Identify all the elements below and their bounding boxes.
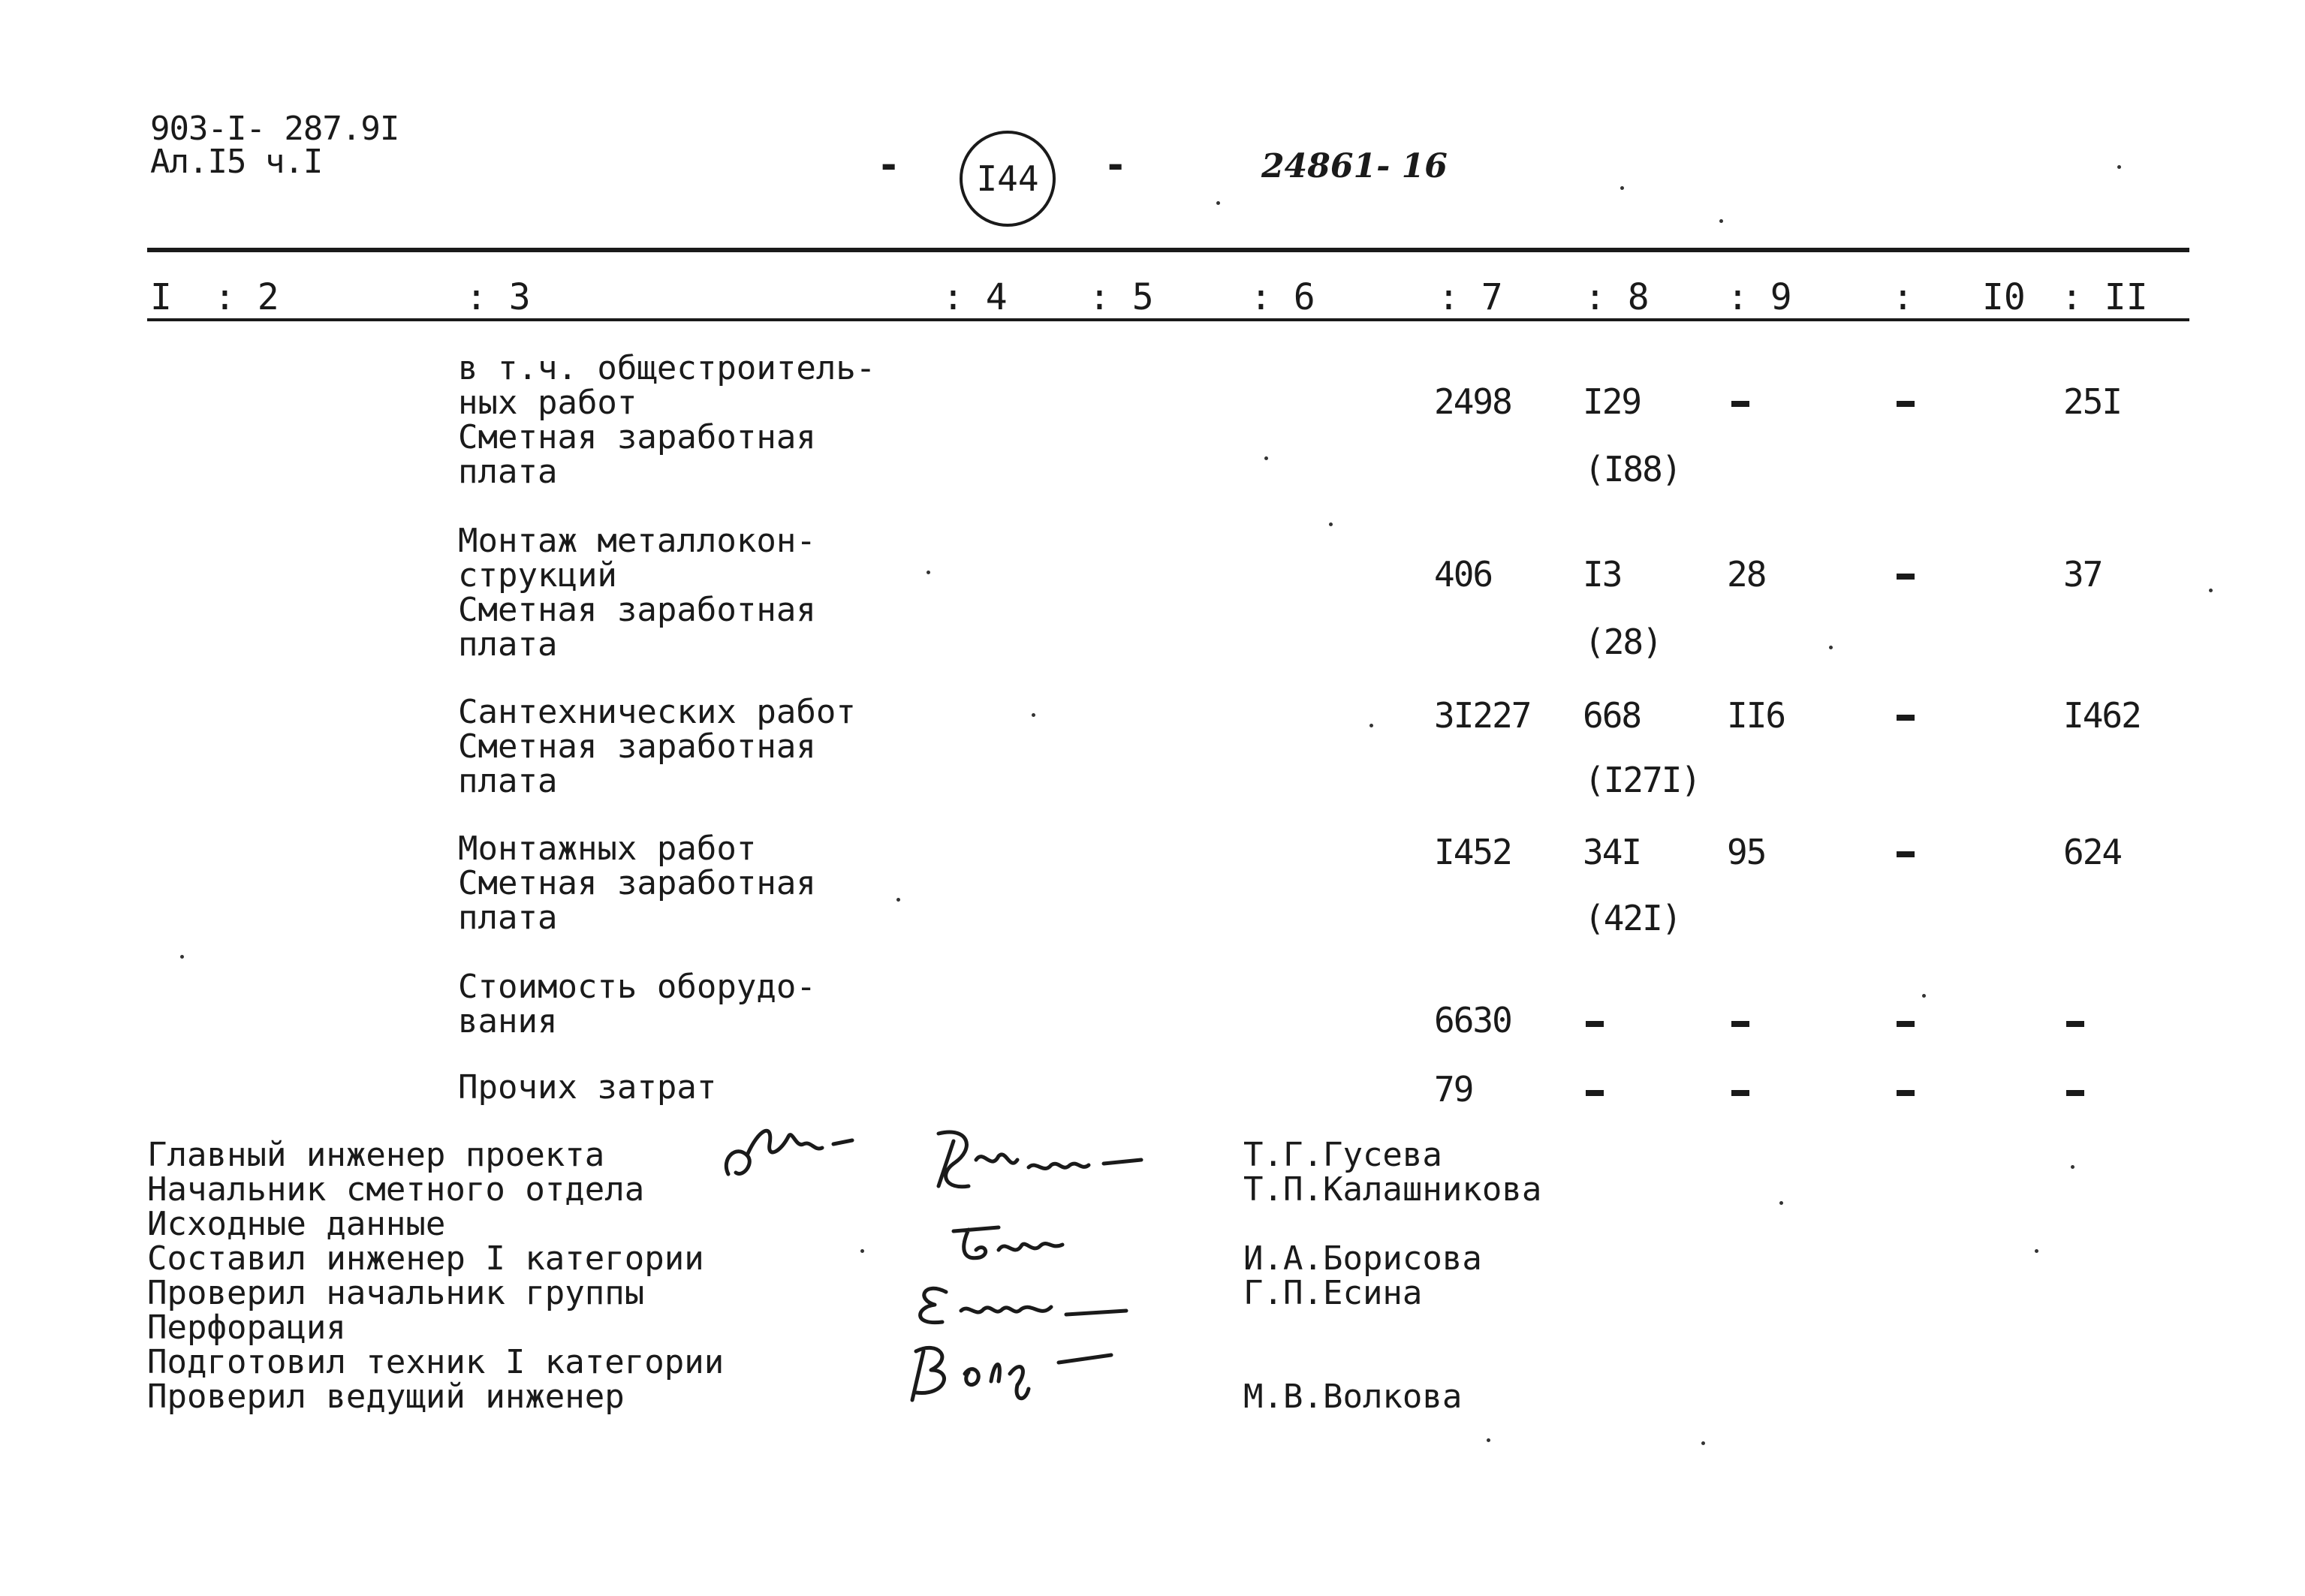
scan-speck (1719, 219, 1723, 223)
row-description: Монтажных работ Сметная заработная плата (458, 830, 816, 937)
col-4-number: : 4 (942, 276, 1008, 318)
signoff-name-compiled: И.А.Борисова (1243, 1239, 1482, 1278)
scan-speck (2035, 1249, 2038, 1253)
dash-col-11 (2066, 1021, 2084, 1027)
signoff-name-chief: Т.Г.Гусева (1243, 1136, 1442, 1174)
scan-speck (1922, 994, 1926, 998)
role-checked-lead: Проверил ведущий инженер (147, 1378, 625, 1416)
scan-speck (1369, 724, 1373, 727)
row-description: Монтаж металлокон- струкций Сметная заработная плата (458, 522, 816, 664)
col-11-number: : II (2061, 276, 2148, 318)
signoff-name-checked-group: Г.П.Есина (1243, 1274, 1423, 1312)
dash-col-8 (1586, 1090, 1604, 1096)
col-5-number: : 5 (1089, 276, 1154, 318)
signature-checked-group (901, 1273, 1149, 1333)
scan-speck (1216, 201, 1220, 205)
col-2-number: : 2 (214, 276, 279, 318)
col-1-number: I (150, 276, 172, 318)
scan-speck (1829, 646, 1833, 649)
signature-compiled-by (939, 1216, 1089, 1276)
cell-col-7: 79 (1434, 1069, 1473, 1110)
scan-speck (1701, 1441, 1705, 1445)
scan-speck (1032, 713, 1035, 717)
cell-col-7: 406 (1434, 554, 1493, 595)
scan-speck (1264, 456, 1268, 460)
scan-speck (2209, 589, 2213, 592)
dash-col-10 (1897, 401, 1915, 407)
cell-col-7: I452 (1434, 832, 1511, 872)
role-source-data: Исходные данные (147, 1205, 446, 1243)
cell-col-8-wage: (42I) (1584, 898, 1681, 938)
cell-col-9: 28 (1727, 554, 1766, 595)
col-10-separator: : (1892, 276, 1914, 318)
role-head-estimates: Начальник сметного отдела (147, 1170, 645, 1209)
cell-col-9: II6 (1727, 695, 1785, 736)
cell-col-8: I3 (1583, 554, 1622, 595)
handwritten-archive-number: 24861- 16 (1261, 147, 1448, 185)
scan-speck (860, 1249, 864, 1253)
scan-speck (896, 898, 900, 902)
row-description: Стоимость оборудо- вания (458, 968, 816, 1040)
scan-speck (1487, 1438, 1490, 1442)
col-3-number: : 3 (466, 276, 531, 318)
header-underline (147, 318, 2189, 321)
row-description: Сантехнических работ Сметная заработная плата (458, 693, 856, 800)
page-number-circle (960, 131, 1056, 227)
cell-col-11: 37 (2063, 554, 2102, 595)
role-perforation: Перфорация (147, 1308, 346, 1347)
signature-prepared-by (893, 1329, 1141, 1411)
role-compiled-by: Составил инженер I категории (147, 1239, 704, 1278)
cell-col-8: 34I (1583, 832, 1641, 872)
signoff-name-checked-lead: М.В.Волкова (1243, 1378, 1463, 1416)
scan-speck (180, 955, 184, 959)
album-reference: Ал.I5 ч.I (150, 143, 323, 181)
col-9-number: : 9 (1727, 276, 1792, 318)
role-checked-group: Проверил начальник группы (147, 1274, 645, 1312)
page-number: I44 (976, 158, 1039, 199)
scan-speck (1779, 1201, 1783, 1205)
top-rule (147, 248, 2189, 252)
col-10-number: I0 (1982, 276, 2026, 318)
dash-col-10 (1897, 715, 1915, 721)
dash-col-10 (1897, 1021, 1915, 1027)
cell-col-9: 95 (1727, 832, 1766, 872)
signature-head-estimates (924, 1119, 1171, 1209)
scan-speck (1620, 186, 1624, 190)
scan-speck (1329, 522, 1333, 526)
signoff-roles (147, 1138, 724, 1414)
col-7-number: : 7 (1438, 276, 1503, 318)
page-number-dash-right: - (1104, 143, 1128, 188)
cell-col-8-wage: (I88) (1584, 449, 1681, 489)
cell-col-11: I462 (2063, 695, 2141, 736)
role-prepared-by: Подготовил техник I категории (147, 1343, 725, 1381)
cell-col-7: 2498 (1434, 381, 1511, 422)
dash-col-11 (2066, 1090, 2084, 1096)
scan-speck (927, 571, 930, 574)
role-chief-engineer: Главный инженер проекта (147, 1136, 605, 1174)
cell-col-7: 3I227 (1434, 695, 1531, 736)
scan-speck (2071, 1165, 2074, 1169)
cell-col-11: 25I (2063, 381, 2122, 422)
dash-col-9 (1731, 401, 1749, 407)
dash-col-10 (1897, 574, 1915, 580)
dash-col-10 (1897, 1090, 1915, 1096)
cell-col-8-wage: (I27I) (1584, 760, 1701, 800)
cell-col-8-wage: (28) (1584, 622, 1662, 662)
row-description: в т.ч. общестроитель- ных работ Сметная заработная плата (458, 349, 876, 491)
col-6-number: : 6 (1250, 276, 1315, 318)
cell-col-7: 6630 (1434, 1000, 1511, 1040)
page-number-dash-left: - (877, 143, 901, 188)
signature-chief-engineer (713, 1114, 878, 1197)
dash-col-8 (1586, 1021, 1604, 1027)
scan-speck (2117, 165, 2121, 169)
row-description: Прочих затрат (458, 1068, 717, 1107)
cell-col-8: 668 (1583, 695, 1641, 736)
signoff-name-head-estimates: Т.П.Калашникова (1243, 1170, 1542, 1209)
dash-col-9 (1731, 1021, 1749, 1027)
dash-col-10 (1897, 851, 1915, 857)
cell-col-8: I29 (1583, 381, 1641, 422)
document-code: 903-I- 287.9I (150, 110, 399, 148)
cell-col-11: 624 (2063, 832, 2122, 872)
dash-col-9 (1731, 1090, 1749, 1096)
col-8-number: : 8 (1584, 276, 1650, 318)
